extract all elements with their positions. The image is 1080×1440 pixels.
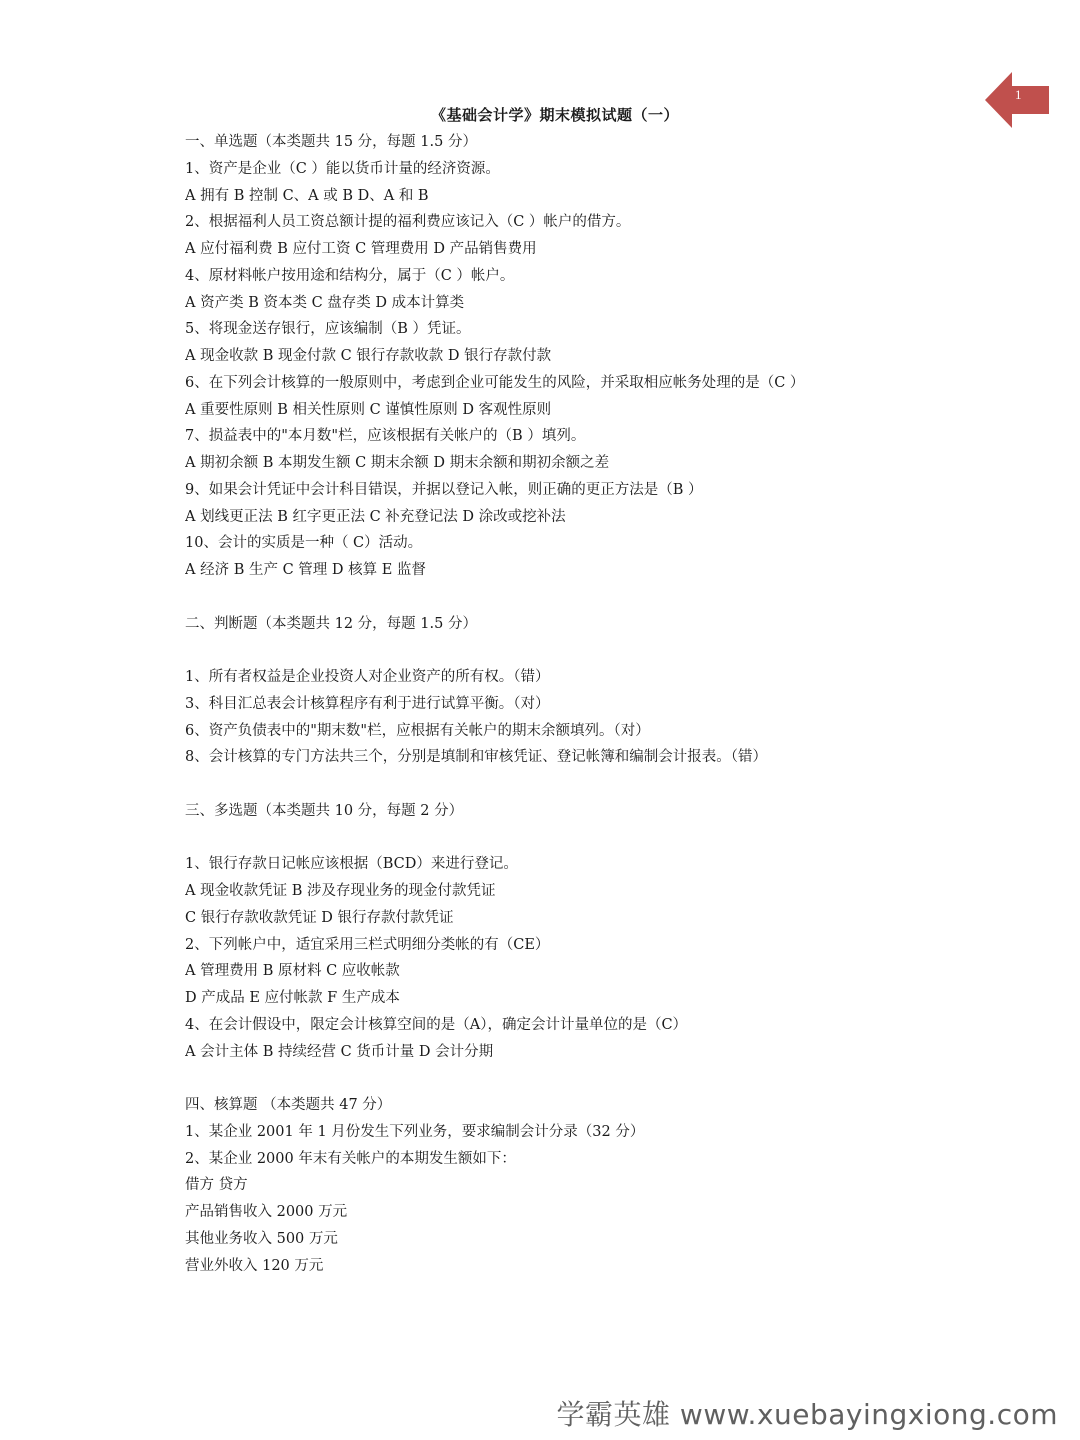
text-line: A 现金收款凭证 B 涉及存现业务的现金付款凭证 bbox=[185, 883, 496, 899]
blank-line bbox=[185, 825, 1035, 852]
text-line: 1、某企业 2001 年 1 月份发生下列业务，要求编制会计分录（32 分） bbox=[185, 1123, 645, 1140]
text-line: 四、核算题 （本类题共 47 分） bbox=[185, 1097, 392, 1113]
text-line: 9、如果会计凭证中会计科目错误，并据以登记入帐，则正确的更正方法是（B ） bbox=[185, 481, 703, 498]
text-line: 2、某企业 2000 年末有关帐户的本期发生额如下： bbox=[185, 1150, 516, 1167]
text-line: A 拥有 B 控制 C、A 或 B D、A 和 B bbox=[185, 187, 429, 204]
text-line: 4、原材料帐户按用途和结构分，属于（C ）帐户。 bbox=[185, 267, 515, 284]
text-line: 借方 贷方 bbox=[185, 1177, 248, 1194]
blank-line bbox=[185, 584, 1035, 611]
text-line: 10、会计的实质是一种（ C）活动。 bbox=[185, 535, 423, 552]
document-title: 《基础会计学》期末模拟试题（一） bbox=[430, 106, 679, 124]
blank-line bbox=[185, 1065, 1035, 1092]
text-line: A 会计主体 B 持续经营 C 货币计量 D 会计分期 bbox=[185, 1043, 494, 1060]
text-line: 2、下列帐户中，适宜采用三栏式明细分类帐的有（CE） bbox=[185, 936, 550, 953]
text-line: 1、银行存款日记帐应该根据（BCD）来进行登记。 bbox=[185, 856, 518, 873]
document-body bbox=[185, 129, 1035, 1279]
text-line: 5、将现金送存银行，应该编制（B ）凭证。 bbox=[185, 321, 471, 338]
text-line: 产品销售收入 2000 万元 bbox=[185, 1204, 348, 1220]
text-line: 营业外收入 120 万元 bbox=[185, 1257, 324, 1274]
text-line: 一、单选题（本类题共 15 分，每题 1.5 分） bbox=[185, 134, 477, 150]
text-line: 6、在下列会计核算的一般原则中，考虑到企业可能发生的风险，并采取相应帐务处理的是（C ） bbox=[185, 374, 805, 391]
text-line: A 划线更正法 B 红字更正法 C 补充登记法 D 涂改或挖补法 bbox=[185, 508, 566, 525]
site-watermark: 学霸英雄 www.xuebayingxiong.com bbox=[556, 1398, 1058, 1431]
text-line: A 资产类 B 资本类 C 盘存类 D 成本计算类 bbox=[185, 294, 465, 311]
text-line: 1、所有者权益是企业投资人对企业资产的所有权。（错） bbox=[185, 669, 550, 685]
text-line: A 重要性原则 B 相关性原则 C 谨慎性原则 D 客观性原则 bbox=[185, 401, 552, 418]
text-line: 4、在会计假设中，限定会计核算空间的是（A），确定会计计量单位的是（C） bbox=[185, 1016, 688, 1033]
text-line: A 现金收款 B 现金付款 C 银行存款收款 D 银行存款付款 bbox=[185, 348, 552, 364]
text-line: A 经济 B 生产 C 管理 D 核算 E 监督 bbox=[185, 562, 426, 578]
text-line: 二、判断题（本类题共 12 分，每题 1.5 分） bbox=[185, 615, 477, 632]
text-line: 3、科目汇总表会计核算程序有利于进行试算平衡。（对） bbox=[185, 695, 550, 712]
text-line: 2、根据福利人员工资总额计提的福利费应该记入（C ）帐户的借方。 bbox=[185, 214, 631, 231]
blank-line bbox=[185, 771, 1035, 798]
text-line: A 期初余额 B 本期发生额 C 期末余额 D 期末余额和期初余额之差 bbox=[185, 455, 610, 471]
text-line: 1、资产是企业（C ）能以货币计量的经济资源。 bbox=[185, 160, 500, 177]
page-number: 1 bbox=[1015, 87, 1022, 102]
text-line: 三、多选题（本类题共 10 分，每题 2 分） bbox=[185, 802, 464, 819]
text-line: D 产成品 E 应付帐款 F 生产成本 bbox=[185, 990, 400, 1006]
text-line: 7、损益表中的"本月数"栏，应该根据有关帐户的（B ）填列。 bbox=[185, 428, 586, 445]
text-line: 其他业务收入 500 万元 bbox=[185, 1230, 338, 1247]
text-line: 6、资产负债表中的"期末数"栏，应根据有关帐户的期末余额填列。（对） bbox=[185, 722, 650, 739]
text-line: 8、会计核算的专门方法共三个，分别是填制和审核凭证、登记帐簿和编制会计报表。（错） bbox=[185, 749, 767, 766]
text-line: A 应付福利费 B 应付工资 C 管理费用 D 产品销售费用 bbox=[185, 241, 537, 257]
blank-line bbox=[185, 637, 1035, 664]
text-line: A 管理费用 B 原材料 C 应收帐款 bbox=[185, 963, 400, 980]
text-line: C 银行存款收款凭证 D 银行存款付款凭证 bbox=[185, 909, 454, 926]
